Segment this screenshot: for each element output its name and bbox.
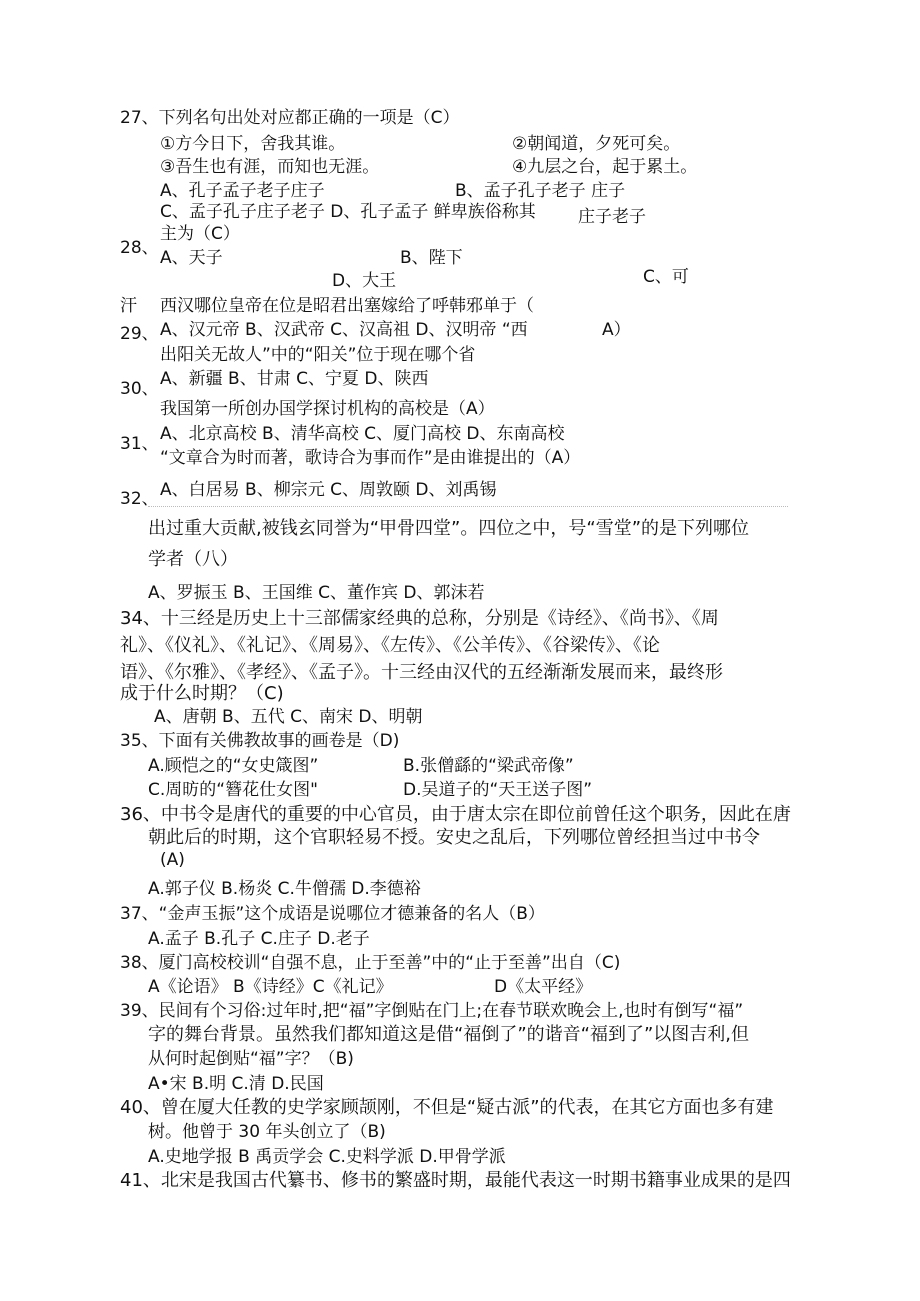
question-30-number: 30、 <box>120 379 159 399</box>
question-40-line-2: 树。他曾于 30 年头创立了（B) <box>148 1122 386 1142</box>
question-27-item-2: ②朝闻道，夕死可矣。 <box>512 134 681 154</box>
question-30-options: A、新疆 B、甘肃 C、宁夏 D、陕西 <box>160 369 429 389</box>
question-27-item-4: ④九层之台，起于累土。 <box>512 157 698 177</box>
question-27-item-1: ①方今日下，舍我其谁。 <box>160 134 346 154</box>
question-39-line-1: 39、民间有个习俗:过年时,把“福”字倒贴在门上;在春节联欢晚会上,也时有倒写“福” <box>120 1001 744 1021</box>
question-27-option-b: B、孟子孔子老子 庄子 <box>455 181 626 201</box>
question-31-number: 31、 <box>120 434 159 454</box>
question-34-line-3: 语》、《尔雅》、《孝经》、《孟子》。十三经由汉代的五经渐渐发展而来，最终形 <box>120 662 723 683</box>
question-29-stem: 西汉哪位皇帝在位是昭君出塞嫁给了呼韩邪单于（ <box>160 296 534 316</box>
question-36-line-2: 朝此后的时期，这个官职轻易不授。安史之乱后，下列哪位曾经担当过中书令 <box>148 827 760 848</box>
question-35-option-c: C.周昉的“簪花仕女图" <box>148 780 318 800</box>
question-35-stem: 35、下面有关佛教故事的画卷是（D) <box>120 731 400 751</box>
question-33-line-1: 出过重大贡献,被钱玄同誉为“甲骨四堂”。四位之中，号“雪堂”的是下列哪位 <box>148 518 750 539</box>
question-30-stem: 出阳关无故人”中的“阳关”位于现在哪个省 <box>160 345 476 365</box>
question-33-line-2: 学者（八） <box>148 549 238 570</box>
question-36-answer: (A) <box>160 850 185 870</box>
question-40-line-1: 40、曾在厦大任教的史学家顾颉刚，不但是“疑古派”的代表，在其它方面也多有建 <box>120 1097 774 1118</box>
question-28-option-a: A、天子 <box>160 248 223 268</box>
question-36-line-1: 36、中书令是唐代的重要的中心官员，由于唐太宗在即位前曾任这个职务，因此在唐 <box>120 804 791 825</box>
question-38-stem: 38、厦门高校校训“自强不息，止于至善”中的“止于至善”出自（C) <box>120 953 621 973</box>
question-39-options: A•宋 B.明 C.清 D.民国 <box>148 1074 324 1094</box>
question-31-stem: 我国第一所创办国学探讨机构的高校是（A） <box>160 399 495 419</box>
question-27-option-c: C、孟子孔子庄子老子 D、孔子孟子 鲜卑族俗称其 <box>160 202 536 222</box>
question-39-line-2: 字的舞台背景。虽然我们都知道这是借“福倒了”的谐音“福到了”以图吉利,但 <box>148 1024 750 1045</box>
question-32-stem: “文章合为时而著，歌诗合为事而作”是由谁提出的（A） <box>160 448 581 468</box>
question-27-option-a: A、孔子孟子老子庄子 <box>160 181 325 201</box>
question-37-options: A.孟子 B.孔子 C.庄子 D.老子 <box>148 929 370 949</box>
question-38-options: A《论语》 B《诗经》C《礼记》 <box>148 977 393 997</box>
question-36-options: A.郭子仪 B.杨炎 C.牛僧孺 D.李德裕 <box>148 879 421 899</box>
question-32-number: 32、 <box>120 489 159 509</box>
question-27-item-3: ③吾生也有涯，而知也无涯。 <box>160 157 380 177</box>
question-29-answer: A） <box>602 320 631 340</box>
question-40-options: A.史地学报 B 禹贡学会 C.史料学派 D.甲骨学派 <box>148 1147 506 1167</box>
question-34-line-1: 34、十三经是历史上十三部儒家经典的总称，分别是《诗经》、《尚书》、《周 <box>120 608 719 629</box>
question-29-number: 29、 <box>120 324 159 344</box>
question-27-fragment: 庄子老子 <box>578 207 646 227</box>
question-28-number: 28、 <box>120 238 159 258</box>
question-33-options: A、罗振玉 B、王国维 C、董作宾 D、郭沫若 <box>148 583 485 603</box>
question-35-option-a: A.顾恺之的“女史箴图” <box>148 756 319 776</box>
question-34-options: A、唐朝 B、五代 C、南宋 D、明朝 <box>154 707 423 727</box>
question-35-option-b: B.张僧繇的“梁武帝像” <box>403 756 574 776</box>
question-41-line-1: 41、北宋是我国古代纂书、修书的繁盛时期，最能代表这一时期书籍事业成果的是四 <box>120 1170 791 1191</box>
question-39-line-3: 从何时起倒贴“福”字？（B) <box>148 1049 354 1069</box>
question-28-han-char: 汗 <box>120 296 137 316</box>
question-37-stem: 37、“金声玉振”这个成语是说哪位才德兼备的名人（B） <box>120 904 545 924</box>
question-34-line-2: 礼》、《仪礼》、《礼记》、《周易》、《左传》、《公羊传》、《谷梁传》、《论 <box>120 635 660 656</box>
question-38-option-d: D《太平经》 <box>494 977 593 997</box>
question-32-options: A、白居易 B、柳宗元 C、周敦颐 D、刘禹锡 <box>160 480 497 500</box>
question-28-stem: 主为（C） <box>160 224 240 244</box>
question-35-option-d: D.吴道子的“天王送子图” <box>403 780 593 800</box>
question-34-line-4: 成于什么时期？（C) <box>120 683 284 704</box>
obscured-text-row <box>148 506 788 513</box>
question-28-option-d: D、大王 <box>332 271 397 291</box>
question-31-options: A、北京高校 B、清华高校 C、厦门高校 D、东南高校 <box>160 424 565 444</box>
question-27-stem: 27、下列名句出处对应都正确的一项是（C） <box>120 108 460 128</box>
question-28-option-c: C、可 <box>643 267 689 287</box>
question-29-options: A、汉元帝 B、汉武帝 C、汉高祖 D、汉明帝 “西 <box>160 320 528 340</box>
question-28-option-b: B、陛下 <box>400 248 463 268</box>
